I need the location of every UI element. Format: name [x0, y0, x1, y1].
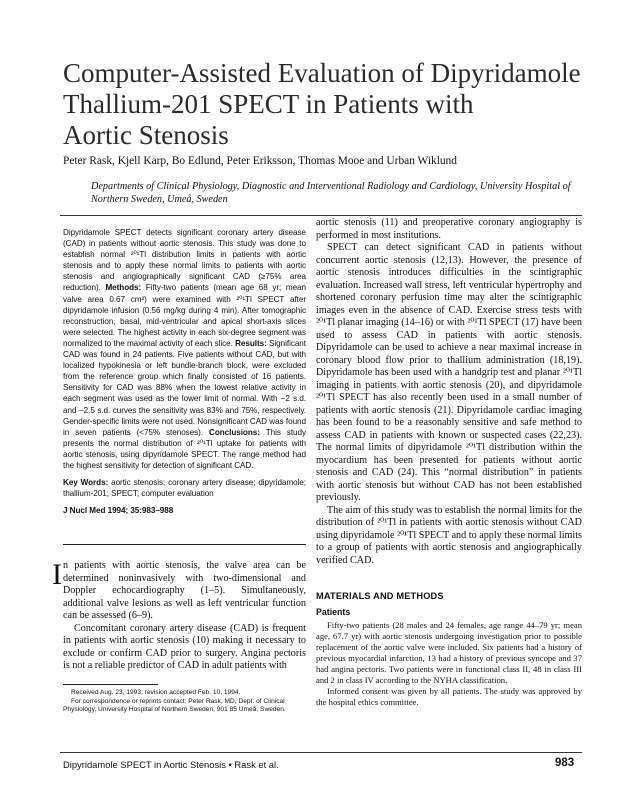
intro-paragraph-2: Concomitant coronary artery disease (CAD) is frequent in patients with aortic stenosis (10) making it necessary to exclude or confirm CAD prior to surgery. Angina pectoris is not a reliable predictor of CAD in adult patients with	[63, 622, 306, 671]
abstract-paragraph	[63, 227, 306, 471]
right-column	[316, 217, 582, 708]
running-title: Dipyridamole SPECT in Aortic Stenosis • Rask et al.	[63, 759, 279, 770]
methods-label: Methods:	[105, 283, 142, 293]
methods-paragraph-1: Fifty-two patients (28 males and 24 females, age range 44–79 yr; mean age, 67.7 yr) with aortic stenosis undergoing investigation prior to possible replacement of the aortic valve were included. Six patients had a history of previous myocardial infarction, 13 had a history of previous syncope and 37 had angina pectoris. Two patients were in functional class II, 48 in class III and 2 in class IV according to the NYHA classification.	[316, 620, 582, 685]
footer-divider	[60, 752, 582, 753]
abstract-intro: Dipyridamole SPECT detects significant coronary artery disease (CAD) in patients without aortic stenosis. This study was done to establish normal ²⁰¹Tl distribution limits in patients with aortic stenosis and to apply these normal limits to patients with aortic stenosis and angiographically significant CAD (≥75% area reduction).	[63, 228, 306, 293]
methods-paragraph-2: Informed consent was given by all patients. The study was approved by the hospital ethics committee.	[316, 686, 582, 707]
abstract-results: Significant CAD was found in 24 patients. Five patients without CAD, but with localized hypokinesia or left bundle-branch block, were excluded from the reference group which finally consisted of 16 patients. Sensitivity for CAD was 88% when the lowest relative activity in each segment was used as the lower limit of normal. With −2 s.d. and −2.5 s.d. curves the sensitivity was 83% and 75%, respectively. Gender-specific limits were not used. Nonsignificant CAD was found in seven patients (<75% stenoses).	[63, 338, 306, 437]
subheading-patients: Patients	[316, 607, 351, 617]
title-line-1: Computer-Assisted Evaluation of Dipyridamole	[63, 58, 581, 88]
keywords	[63, 477, 306, 499]
intro-divider	[63, 544, 306, 545]
header-divider	[60, 215, 582, 216]
section-heading-methods: MATERIALS AND METHODS	[316, 591, 444, 601]
keywords-label: Key Words:	[63, 478, 109, 488]
intro-paragraph-5: The aim of this study was to establish the normal limits for the distribution of ²⁰¹Tl in patients with aortic stenosis without CAD using dipyridamole ²⁰¹Tl SPECT and to apply these normal limits to a group of patients with aortic stenosis and angiographically verified CAD.	[316, 504, 582, 566]
results-label: Results:	[235, 338, 267, 348]
title-line-3: Aortic Stenosis	[63, 120, 229, 150]
page-number: 983	[555, 757, 575, 769]
author-list: Peter Rask, Kjell Karp, Bo Edlund, Peter Eriksson, Thomas Mooe and Urban Wiklund	[63, 155, 457, 167]
intro-right	[316, 217, 582, 567]
title-line-2: Thallium-201 SPECT in Patients with	[63, 89, 474, 119]
intro-p1-text: n patients with aortic stenosis, the valve area can be determined noninvasively with two-dimensional and Doppler echocardiography (1–5). Simultaneously, additional valve lesions as well as left ventricular function can be assessed (6–9).	[63, 560, 306, 621]
abstract-conclusions: This study presents the normal distribution of ²⁰¹Tl uptake for patients with aortic stenosis, using dipyridamole SPECT. The range method had the highest sensitivity for detection of significant CAD.	[63, 427, 306, 470]
left-column	[63, 227, 306, 516]
intro-paragraph-1	[52, 558, 306, 623]
intro-paragraph-3: aortic stenosis (11) and preoperative coronary angiography is performed in most institutions.	[316, 217, 582, 241]
intro-left	[52, 558, 306, 673]
keywords-text: aortic stenosis; coronary artery disease; dipyridamole; thallium-201; SPECT; computer evaluation	[63, 478, 306, 499]
footnotes	[63, 689, 306, 715]
methods-text	[316, 620, 582, 708]
footnote-divider	[63, 684, 158, 685]
abstract	[63, 227, 306, 516]
abstract-methods: Fifty-two patients (mean age 68 yr; mean valve area 0.67 cm²) were examined with ²⁰¹Tl SPECT after dipyridamole infusion (0.56 mg/kg during 4 min). After tomographic reconstruction, basal, mid-ventricular and apical short-axis slices were selected. The highest activity in each six-degree segment was normalized to the maximal activity of each slice.	[63, 283, 306, 348]
conclusions-label: Conclusions:	[209, 427, 260, 437]
intro-paragraph-4: SPECT can detect significant CAD in patients without concurrent aortic stenosis (12,13). However, the presence of aortic stenosis introduces difficulties in the scintigraphic evaluation. Increased wall stress, left ventricular hypertrophy and shortened coronary perfusion time may alter the scintigraphic images even in the absence of CAD. Exercise stress tests with ²⁰¹Tl planar imaging (14–16) or with ²⁰¹Tl SPECT (17) have been used to assess CAD in patients with aortic stenosis. Dipyridamole can be used to achieve a near maximal increase in coronary blood flow prior to thallium administration (18,19). Dipyridamole has been used with a handgrip test and planar ²⁰¹Tl imaging in patients with aortic stenosis (20), and dipyridamole ²⁰¹Tl SPECT has also recently been used in a small number of patients with aortic stenosis (21). Dipyridamole cardiac imaging has been found to be a reasonably sensitive and safe method to assess CAD in patients with known or suspected cases (22,23). The normal limits of dipyridamole ²⁰¹Tl distribution within the myocardium has been presented for patients without aortic stenosis and CAD (24). This “normal distribution” in patients with aortic stenosis but without CAD has not been established previously.	[316, 242, 582, 503]
journal-citation: J Nucl Med 1994; 35:983–988	[63, 506, 174, 516]
drop-cap: I	[52, 558, 62, 591]
received-note: Received Aug. 23, 1993; revision accepted Feb. 10, 1994.	[71, 689, 241, 696]
correspondence-note: For correspondence or reprints contact: Peter Rask, MD, Dept. of Clinical Physiology, University Hospital of Northern Sweden, 901 85 Umeå, Sweden.	[63, 697, 286, 714]
article-title	[63, 58, 583, 151]
affiliation: Departments of Clinical Physiology, Diagnostic and Interventional Radiology and Cardiology, University Hospital of Northern Sweden, Umeå, Sweden	[91, 181, 571, 205]
